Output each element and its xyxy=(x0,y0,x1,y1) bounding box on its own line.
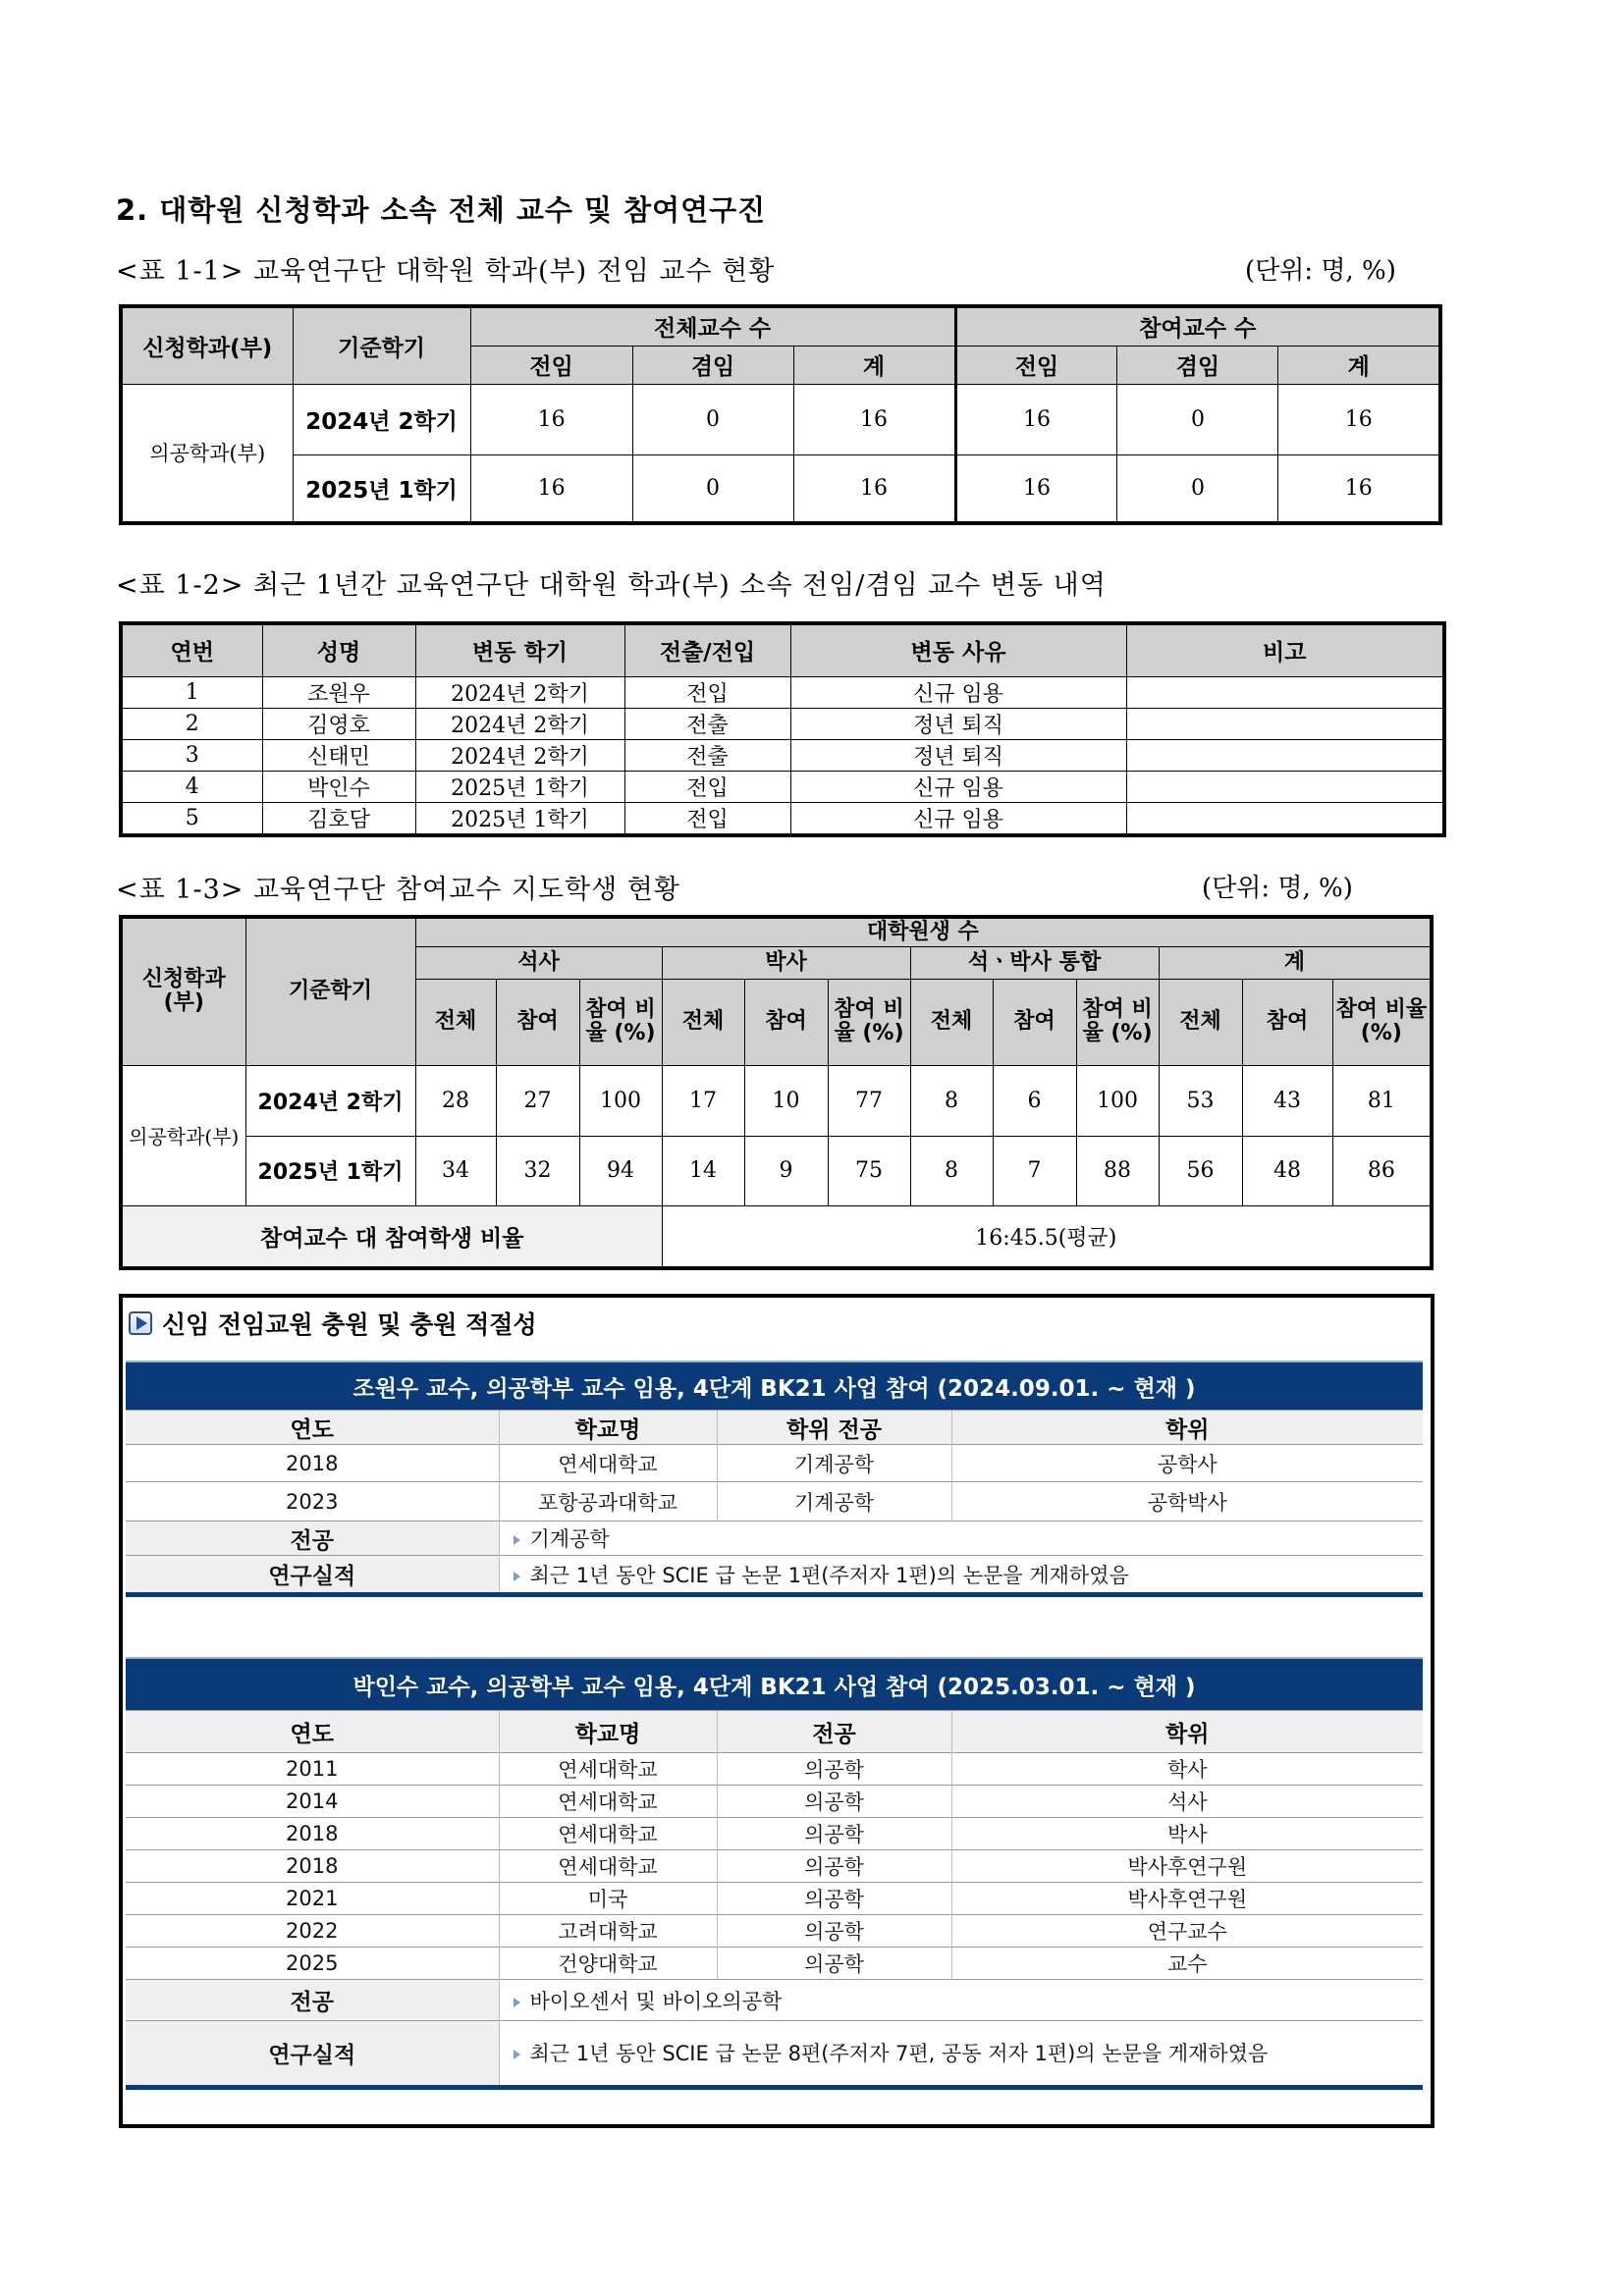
major-value xyxy=(499,1522,1423,1556)
table-1-3 xyxy=(119,915,1434,1270)
faculty-table-1 xyxy=(126,1361,1423,1597)
header-remarks: 비고 xyxy=(1126,623,1444,676)
new-faculty-box xyxy=(119,1294,1435,2128)
cell: 조원우 xyxy=(262,676,415,708)
cell: 77 xyxy=(828,1065,910,1136)
cell xyxy=(1126,771,1444,802)
cell: 건양대학교 xyxy=(499,1948,717,1980)
cell: 16 xyxy=(470,384,632,454)
header-dept: 신청학과(부) xyxy=(121,917,245,1065)
header-degree: 학위 xyxy=(951,1711,1423,1753)
table-row xyxy=(121,1136,1432,1205)
cell xyxy=(1126,802,1444,835)
faculty-banner: 조원우 교수, 의공학부 교수 임용, 4단계 BK21 사업 참여 (2024.09.01. ~ 현재 ) xyxy=(126,1362,1423,1411)
header-sub-total: 전체 xyxy=(662,979,744,1065)
header-change-semester: 변동 학기 xyxy=(415,623,624,676)
cell: 2025 xyxy=(126,1948,499,1980)
cell: 의공학 xyxy=(717,1915,951,1948)
header-reason: 변동 사유 xyxy=(790,623,1126,676)
header-sub-part: 참여 xyxy=(993,979,1076,1065)
semester: 2025년 1학기 xyxy=(293,454,470,523)
table-row xyxy=(126,1948,1423,1980)
cell: 43 xyxy=(1242,1065,1332,1136)
cell: 4 xyxy=(121,771,262,802)
table-row xyxy=(121,676,1444,708)
header-grad-students: 대학원생 수 xyxy=(415,917,1432,946)
header-sub: 겸임 xyxy=(1117,346,1278,384)
cell: 박사후연구원 xyxy=(951,1850,1423,1883)
cell: 2014 xyxy=(126,1786,499,1818)
ratio-value: 16:45.5(평균) xyxy=(662,1205,1432,1268)
cell: 2024년 2학기 xyxy=(415,739,624,771)
table-row xyxy=(121,384,1440,454)
header-major: 학위 전공 xyxy=(717,1411,951,1445)
cell: 0 xyxy=(632,384,793,454)
research-text: 최근 1년 동안 SCIE 급 논문 8편(주저자 7편, 공동 저자 1편)의 논문을 게재하였음 xyxy=(529,2041,1269,2065)
cell: 석사 xyxy=(951,1786,1423,1818)
cell: 16 xyxy=(793,384,955,454)
cell: 의공학 xyxy=(717,1948,951,1980)
cell: 10 xyxy=(744,1065,828,1136)
cell: 고려대학교 xyxy=(499,1915,717,1948)
cell: 의공학 xyxy=(717,1818,951,1850)
cell: 32 xyxy=(496,1136,579,1205)
bullet-icon xyxy=(514,1535,520,1545)
header-school: 학교명 xyxy=(499,1711,717,1753)
research-value xyxy=(499,2021,1423,2088)
cell: 전입 xyxy=(624,676,790,708)
header-participating-faculty: 참여교수 수 xyxy=(955,306,1440,346)
header-major: 전공 xyxy=(717,1711,951,1753)
cell: 공학사 xyxy=(951,1445,1423,1482)
cell: 8 xyxy=(910,1065,993,1136)
cell: 의공학 xyxy=(717,1753,951,1786)
cell: 27 xyxy=(496,1065,579,1136)
header-name: 성명 xyxy=(262,623,415,676)
cell: 28 xyxy=(415,1065,496,1136)
cell: 2024년 2학기 xyxy=(415,676,624,708)
new-faculty-title xyxy=(129,1306,537,1341)
table-row xyxy=(121,454,1440,523)
major-text: 바이오센서 및 바이오의공학 xyxy=(529,1989,783,2013)
cell: 신태민 xyxy=(262,739,415,771)
cell: 16 xyxy=(1278,454,1440,523)
cell: 3 xyxy=(121,739,262,771)
header-sub-part: 참여 xyxy=(496,979,579,1065)
section-title: 2. 대학원 신청학과 소속 전체 교수 및 참여연구진 xyxy=(116,193,767,227)
cell: 2018 xyxy=(126,1818,499,1850)
header-sub-part: 참여 xyxy=(1242,979,1332,1065)
header-sub-total: 전체 xyxy=(415,979,496,1065)
table-1-2 xyxy=(119,621,1446,837)
header-sub: 전임 xyxy=(955,346,1117,384)
cell: 김호담 xyxy=(262,802,415,835)
cell: 16 xyxy=(470,454,632,523)
cell: 5 xyxy=(121,802,262,835)
table-1-1 xyxy=(119,304,1442,525)
header-integrated: 석ㆍ박사 통합 xyxy=(910,946,1159,979)
cell: 의공학 xyxy=(717,1883,951,1915)
cell: 16 xyxy=(1278,384,1440,454)
header-sub-ratio: 참여 비율 (%) xyxy=(1332,979,1432,1065)
cell: 86 xyxy=(1332,1136,1432,1205)
cell: 94 xyxy=(579,1136,662,1205)
cell: 연세대학교 xyxy=(499,1786,717,1818)
table-row xyxy=(126,1818,1423,1850)
header-sum: 계 xyxy=(1159,946,1432,979)
header-sub: 계 xyxy=(793,346,955,384)
cell: 연세대학교 xyxy=(499,1850,717,1883)
header-semester: 기준학기 xyxy=(293,306,470,384)
cell: 6 xyxy=(993,1065,1076,1136)
ratio-label: 참여교수 대 참여학생 비율 xyxy=(121,1205,662,1268)
cell: 34 xyxy=(415,1136,496,1205)
header-sub-ratio: 참여 비율 (%) xyxy=(828,979,910,1065)
cell: 의공학 xyxy=(717,1786,951,1818)
cell: 0 xyxy=(1117,454,1278,523)
semester: 2025년 1학기 xyxy=(245,1136,415,1205)
header-sub-total: 전체 xyxy=(1159,979,1242,1065)
faculty-table-2 xyxy=(126,1657,1423,2090)
cell: 17 xyxy=(662,1065,744,1136)
cell: 16 xyxy=(793,454,955,523)
cell: 14 xyxy=(662,1136,744,1205)
cell: 75 xyxy=(828,1136,910,1205)
cell xyxy=(1126,739,1444,771)
cell: 전입 xyxy=(624,802,790,835)
new-faculty-title-text: 신임 전임교원 충원 및 충원 적절성 xyxy=(162,1310,537,1339)
cell: 의공학 xyxy=(717,1850,951,1883)
cell: 연세대학교 xyxy=(499,1753,717,1786)
major-label: 전공 xyxy=(126,1980,499,2021)
cell: 학사 xyxy=(951,1753,1423,1786)
table-row xyxy=(121,708,1444,739)
table-row xyxy=(126,1883,1423,1915)
research-text: 최근 1년 동안 SCIE 급 논문 1편(주저자 1편)의 논문을 게재하였음 xyxy=(529,1563,1129,1587)
table-1-1-caption: <표 1-1> 교육연구단 대학원 학과(부) 전임 교수 현황 xyxy=(116,256,776,287)
header-masters: 석사 xyxy=(415,946,662,979)
cell: 정년 퇴직 xyxy=(790,739,1126,771)
header-sub: 전임 xyxy=(470,346,632,384)
cell: 2011 xyxy=(126,1753,499,1786)
research-value xyxy=(499,1556,1423,1595)
bullet-icon xyxy=(514,2050,520,2059)
faculty-banner: 박인수 교수, 의공학부 교수 임용, 4단계 BK21 사업 참여 (2025.03.01. ~ 현재 ) xyxy=(126,1658,1423,1711)
cell: 기계공학 xyxy=(717,1482,951,1522)
table-1-2-caption: <표 1-2> 최근 1년간 교육연구단 대학원 학과(부) 소속 전임/겸임 교수 변동 내역 xyxy=(116,570,1107,601)
cell: 0 xyxy=(632,454,793,523)
cell: 연세대학교 xyxy=(499,1818,717,1850)
cell: 2021 xyxy=(126,1883,499,1915)
cell: 박사후연구원 xyxy=(951,1883,1423,1915)
cell: 교수 xyxy=(951,1948,1423,1980)
cell: 2024년 2학기 xyxy=(415,708,624,739)
cell: 포항공과대학교 xyxy=(499,1482,717,1522)
cell: 2 xyxy=(121,708,262,739)
cell: 16 xyxy=(955,454,1117,523)
cell xyxy=(1126,676,1444,708)
header-sub: 계 xyxy=(1278,346,1440,384)
header-year: 연도 xyxy=(126,1411,499,1445)
bullet-icon xyxy=(514,1572,520,1581)
cell: 53 xyxy=(1159,1065,1242,1136)
bullet-icon xyxy=(514,1998,520,2007)
semester: 2024년 2학기 xyxy=(293,384,470,454)
cell: 전입 xyxy=(624,771,790,802)
cell: 88 xyxy=(1076,1136,1159,1205)
cell: 연구교수 xyxy=(951,1915,1423,1948)
header-sub: 겸임 xyxy=(632,346,793,384)
cell: 정년 퇴직 xyxy=(790,708,1126,739)
table-row xyxy=(121,802,1444,835)
cell: 연세대학교 xyxy=(499,1445,717,1482)
cell: 9 xyxy=(744,1136,828,1205)
cell: 48 xyxy=(1242,1136,1332,1205)
header-sub-ratio: 참여 비율 (%) xyxy=(1076,979,1159,1065)
header-school: 학교명 xyxy=(499,1411,717,1445)
cell: 2022 xyxy=(126,1915,499,1948)
table-row xyxy=(126,1753,1423,1786)
cell: 박인수 xyxy=(262,771,415,802)
major-value xyxy=(499,1980,1423,2021)
ratio-row xyxy=(121,1205,1432,1268)
header-sub-part: 참여 xyxy=(744,979,828,1065)
cell: 1 xyxy=(121,676,262,708)
table-row xyxy=(126,1482,1423,1522)
dept-name: 의공학과(부) xyxy=(121,384,293,523)
table-row xyxy=(121,771,1444,802)
research-label: 연구실적 xyxy=(126,2021,499,2088)
table-1-1-unit: (단위: 명, %) xyxy=(1245,256,1396,286)
cell: 0 xyxy=(1117,384,1278,454)
cell: 2025년 1학기 xyxy=(415,802,624,835)
cell: 공학박사 xyxy=(951,1482,1423,1522)
table-row xyxy=(121,1065,1432,1136)
cell xyxy=(1126,708,1444,739)
header-dept: 신청학과(부) xyxy=(121,306,293,384)
table-1-3-unit: (단위: 명, %) xyxy=(1202,874,1353,903)
cell: 신규 임용 xyxy=(790,802,1126,835)
table-1-3-caption: <표 1-3> 교육연구단 참여교수 지도학생 현황 xyxy=(116,875,680,905)
major-label: 전공 xyxy=(126,1522,499,1556)
cell: 신규 임용 xyxy=(790,771,1126,802)
header-sub-total: 전체 xyxy=(910,979,993,1065)
cell: 16 xyxy=(955,384,1117,454)
cell: 8 xyxy=(910,1136,993,1205)
cell: 기계공학 xyxy=(717,1445,951,1482)
research-label: 연구실적 xyxy=(126,1556,499,1595)
cell: 전출 xyxy=(624,739,790,771)
header-no: 연번 xyxy=(121,623,262,676)
header-year: 연도 xyxy=(126,1711,499,1753)
cell: 2025년 1학기 xyxy=(415,771,624,802)
cell: 100 xyxy=(1076,1065,1159,1136)
cell: 56 xyxy=(1159,1136,1242,1205)
header-degree: 학위 xyxy=(951,1411,1423,1445)
header-phd: 박사 xyxy=(662,946,910,979)
table-row xyxy=(121,739,1444,771)
cell: 7 xyxy=(993,1136,1076,1205)
cell: 2018 xyxy=(126,1445,499,1482)
header-transfer: 전출/전입 xyxy=(624,623,790,676)
dept-name: 의공학과(부) xyxy=(121,1065,245,1205)
cell: 2023 xyxy=(126,1482,499,1522)
cell: 박사 xyxy=(951,1818,1423,1850)
table-row xyxy=(126,1850,1423,1883)
cell: 81 xyxy=(1332,1065,1432,1136)
table-row xyxy=(126,1915,1423,1948)
cell: 김영호 xyxy=(262,708,415,739)
table-row xyxy=(126,1786,1423,1818)
cell: 미국 xyxy=(499,1883,717,1915)
semester: 2024년 2학기 xyxy=(245,1065,415,1136)
play-icon xyxy=(129,1311,152,1335)
cell: 전출 xyxy=(624,708,790,739)
header-semester: 기준학기 xyxy=(245,917,415,1065)
cell: 2018 xyxy=(126,1850,499,1883)
cell: 100 xyxy=(579,1065,662,1136)
major-text: 기계공학 xyxy=(529,1527,610,1551)
header-sub-ratio: 참여 비율 (%) xyxy=(579,979,662,1065)
table-row xyxy=(126,1445,1423,1482)
header-total-faculty: 전체교수 수 xyxy=(470,306,955,346)
cell: 신규 임용 xyxy=(790,676,1126,708)
